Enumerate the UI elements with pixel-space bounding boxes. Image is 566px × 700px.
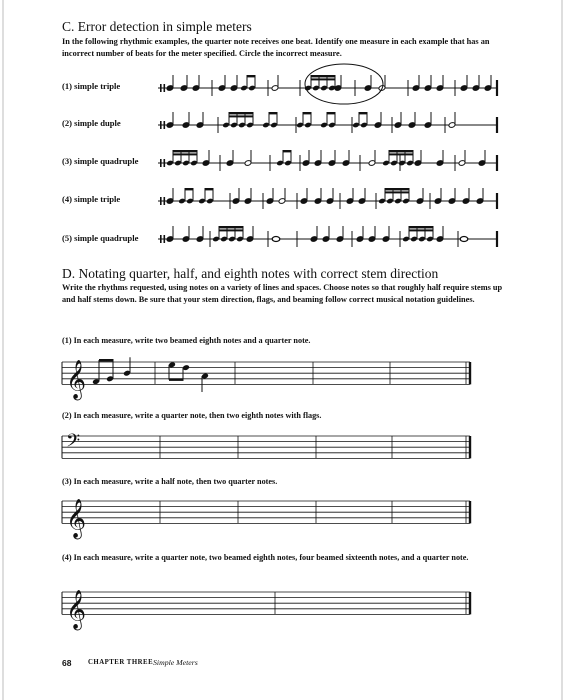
treble-clef-icon: 𝄞 [66,359,87,400]
note-beam [99,359,114,362]
staff-1 [62,357,470,400]
question-4-text: (4) In each measure, write a quarter note, two beamed eighth notes, four beamed sixteenth notes, and a quarter note. [62,553,469,562]
sample-answer [92,357,209,392]
treble-clef-icon: 𝄞 [66,498,87,539]
staff-2 [62,431,470,458]
question-2-text: (2) In each measure, write a quarter note, then two eighth notes with flags. [62,411,322,420]
question-1-text: (1) In each measure, write two beamed eighth notes and a quarter note. [62,336,311,345]
section-d-title: D. Notating quarter, half, and eighth notes with correct stem direction [62,266,439,281]
chapter-label: CHAPTER THREE [88,659,154,666]
example-4-label: (4) simple triple [62,194,121,204]
treble-clef-icon: 𝄞 [66,589,87,630]
section-c-instructions: In the following rhythmic examples, the quarter note receives one beat. Identify one measure in each example that has an incorrect number of beats for the meter specified. Circle the incorrect measure. [62,37,490,58]
example-2-label: (2) simple duple [62,118,121,128]
bass-clef-icon: 𝄢 [66,431,81,456]
section-d-instructions: Write the rhythms requested, using notes on a variety of lines and spaces. Choose notes so that roughly half require stems up and half stems down. Be sure that your stem direction, flags, and beaming follow correct musical notation guidelines. [62,283,503,304]
example-5-label: (5) simple quadruple [62,233,139,243]
example-1-label: (1) simple triple [62,81,121,91]
staff-4 [62,589,470,630]
chapter-title: Simple Meters [153,658,198,667]
example-3-label: (3) simple quadruple [62,156,139,166]
section-c-title: C. Error detection in simple meters [62,19,252,34]
page-number: 68 [62,658,72,668]
note-beam [169,378,184,381]
question-3-text: (3) In each measure, write a half note, then two quarter notes. [62,477,278,486]
staff-3 [62,498,470,539]
